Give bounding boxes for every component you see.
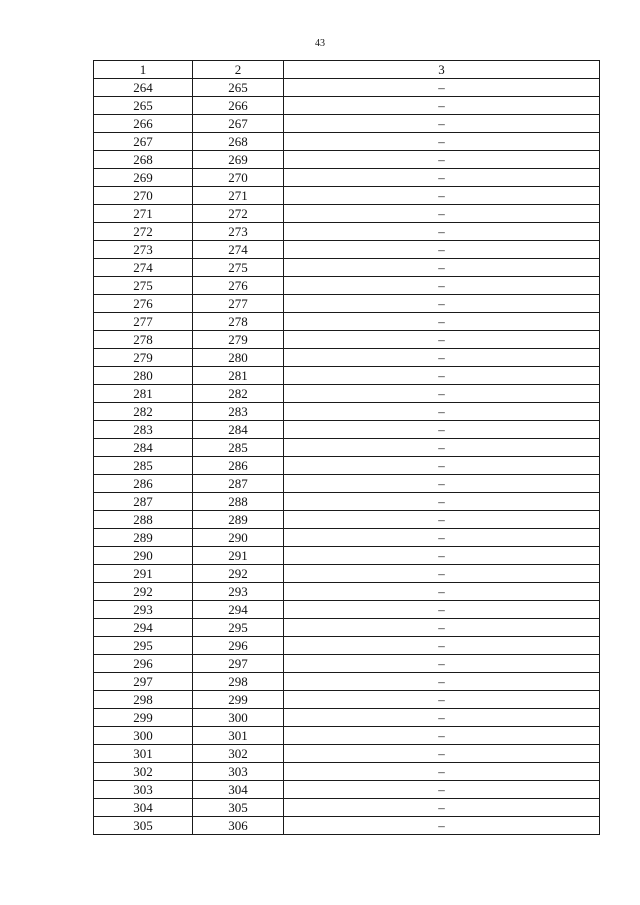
page-number: 43 [315, 38, 325, 49]
table-cell-col-2: 291 [193, 547, 284, 565]
table-cell-col-3: – [284, 439, 600, 457]
table-cell-col-2: 288 [193, 493, 284, 511]
table-row [94, 313, 600, 331]
table-cell-col-1: 276 [94, 295, 193, 313]
table-row [94, 457, 600, 475]
table-row [94, 475, 600, 493]
table-cell-col-1: 291 [94, 565, 193, 583]
table-cell-col-3: – [284, 529, 600, 547]
table-cell-col-1: 293 [94, 601, 193, 619]
table-cell-col-1: 279 [94, 349, 193, 367]
table-cell-col-2: 265 [193, 79, 284, 97]
table-cell-col-1: 282 [94, 403, 193, 421]
table-cell-col-1: 295 [94, 637, 193, 655]
table-cell-col-3: – [284, 367, 600, 385]
table-cell-col-3: – [284, 349, 600, 367]
table-row [94, 115, 600, 133]
table-row [94, 223, 600, 241]
table-cell-col-1: 275 [94, 277, 193, 295]
table-cell-col-3: – [284, 115, 600, 133]
table-cell-col-2: 289 [193, 511, 284, 529]
table-cell-col-1: 287 [94, 493, 193, 511]
table-cell-col-3: – [284, 511, 600, 529]
table-row [94, 421, 600, 439]
table-row [94, 655, 600, 673]
table-cell-col-3: – [284, 583, 600, 601]
table-cell-col-2: 297 [193, 655, 284, 673]
table-cell-col-2: 272 [193, 205, 284, 223]
table-cell-col-1: 290 [94, 547, 193, 565]
table-cell-col-2: 284 [193, 421, 284, 439]
table-cell-col-1: 301 [94, 745, 193, 763]
table-cell-col-3: – [284, 205, 600, 223]
table-cell-col-1: 288 [94, 511, 193, 529]
table-cell-col-2: 275 [193, 259, 284, 277]
table-cell-col-3: – [284, 259, 600, 277]
table-cell-col-2: 301 [193, 727, 284, 745]
table-row [94, 511, 600, 529]
table-row [94, 547, 600, 565]
table-cell-col-3: – [284, 97, 600, 115]
table-cell-col-1: 305 [94, 817, 193, 835]
table-cell-col-3: – [284, 601, 600, 619]
table-cell-col-1: 289 [94, 529, 193, 547]
table-cell-col-3: – [284, 277, 600, 295]
table-row [94, 79, 600, 97]
table-row [94, 817, 600, 835]
table-cell-col-2: 306 [193, 817, 284, 835]
table-row [94, 205, 600, 223]
table-cell-col-1: 297 [94, 673, 193, 691]
table-cell-col-3: – [284, 475, 600, 493]
table-row [94, 385, 600, 403]
table-row [94, 619, 600, 637]
table-cell-col-2: 300 [193, 709, 284, 727]
table-row [94, 727, 600, 745]
table-row [94, 187, 600, 205]
table-cell-col-2: 274 [193, 241, 284, 259]
table-cell-col-2: 299 [193, 691, 284, 709]
table-row [94, 691, 600, 709]
table-row [94, 781, 600, 799]
table-row [94, 295, 600, 313]
table-cell-col-3: – [284, 817, 600, 835]
table-cell-col-1: 299 [94, 709, 193, 727]
table-cell-col-1: 269 [94, 169, 193, 187]
table-cell-col-3: – [284, 133, 600, 151]
table-cell-col-1: 298 [94, 691, 193, 709]
table-cell-col-3: – [284, 565, 600, 583]
table-cell-col-2: 268 [193, 133, 284, 151]
table-header-row [94, 61, 600, 79]
table-cell-col-3: – [284, 403, 600, 421]
table-cell-col-3: – [284, 421, 600, 439]
column-header-2: 2 [193, 61, 284, 79]
table-cell-col-3: – [284, 169, 600, 187]
table-row [94, 277, 600, 295]
table-cell-col-3: – [284, 187, 600, 205]
table-row [94, 709, 600, 727]
table-row [94, 745, 600, 763]
table-cell-col-1: 270 [94, 187, 193, 205]
table-cell-col-3: – [284, 151, 600, 169]
table-cell-col-2: 290 [193, 529, 284, 547]
table-cell-col-2: 287 [193, 475, 284, 493]
table-cell-col-1: 273 [94, 241, 193, 259]
table-cell-col-3: – [284, 331, 600, 349]
table-cell-col-3: – [284, 709, 600, 727]
table-cell-col-2: 270 [193, 169, 284, 187]
table-cell-col-2: 298 [193, 673, 284, 691]
table-cell-col-1: 292 [94, 583, 193, 601]
table-row [94, 673, 600, 691]
table-cell-col-1: 266 [94, 115, 193, 133]
table-cell-col-2: 281 [193, 367, 284, 385]
table-cell-col-1: 268 [94, 151, 193, 169]
table-row [94, 493, 600, 511]
table-body [94, 79, 600, 835]
table-row [94, 565, 600, 583]
table-cell-col-3: – [284, 637, 600, 655]
table-cell-col-1: 265 [94, 97, 193, 115]
table-cell-col-2: 276 [193, 277, 284, 295]
table-cell-col-2: 295 [193, 619, 284, 637]
table-cell-col-2: 296 [193, 637, 284, 655]
table-cell-col-1: 283 [94, 421, 193, 439]
table-cell-col-1: 304 [94, 799, 193, 817]
table-row [94, 601, 600, 619]
table-cell-col-1: 302 [94, 763, 193, 781]
table-row [94, 241, 600, 259]
table-row [94, 439, 600, 457]
table-cell-col-3: – [284, 79, 600, 97]
table-cell-col-2: 277 [193, 295, 284, 313]
table-cell-col-2: 269 [193, 151, 284, 169]
table-cell-col-1: 296 [94, 655, 193, 673]
table-cell-col-3: – [284, 799, 600, 817]
table-row [94, 169, 600, 187]
table-cell-col-2: 286 [193, 457, 284, 475]
table-row [94, 259, 600, 277]
table-cell-col-2: 294 [193, 601, 284, 619]
table-cell-col-3: – [284, 655, 600, 673]
table-row [94, 331, 600, 349]
table-cell-col-2: 292 [193, 565, 284, 583]
table-cell-col-2: 283 [193, 403, 284, 421]
table-cell-col-1: 281 [94, 385, 193, 403]
column-header-1: 1 [94, 61, 193, 79]
table-cell-col-3: – [284, 745, 600, 763]
table-row [94, 583, 600, 601]
table-row [94, 367, 600, 385]
table-cell-col-1: 300 [94, 727, 193, 745]
table-cell-col-2: 305 [193, 799, 284, 817]
table-cell-col-2: 266 [193, 97, 284, 115]
table-cell-col-3: – [284, 313, 600, 331]
table-cell-col-3: – [284, 691, 600, 709]
table-row [94, 151, 600, 169]
table-row [94, 637, 600, 655]
table-cell-col-2: 267 [193, 115, 284, 133]
table-cell-col-1: 264 [94, 79, 193, 97]
table-row [94, 763, 600, 781]
table-cell-col-3: – [284, 385, 600, 403]
table-cell-col-1: 271 [94, 205, 193, 223]
table-cell-col-1: 303 [94, 781, 193, 799]
column-header-3: 3 [284, 61, 600, 79]
table-cell-col-3: – [284, 781, 600, 799]
table-cell-col-1: 278 [94, 331, 193, 349]
table-cell-col-1: 272 [94, 223, 193, 241]
table-cell-col-3: – [284, 619, 600, 637]
table-row [94, 403, 600, 421]
table-cell-col-2: 282 [193, 385, 284, 403]
table-cell-col-2: 271 [193, 187, 284, 205]
table-cell-col-3: – [284, 547, 600, 565]
table-cell-col-2: 302 [193, 745, 284, 763]
table-cell-col-1: 274 [94, 259, 193, 277]
table-cell-col-2: 273 [193, 223, 284, 241]
table-cell-col-1: 267 [94, 133, 193, 151]
table-row [94, 799, 600, 817]
table-cell-col-3: – [284, 493, 600, 511]
table-row [94, 97, 600, 115]
data-table [93, 60, 600, 835]
table-cell-col-1: 284 [94, 439, 193, 457]
table-cell-col-1: 286 [94, 475, 193, 493]
table-cell-col-3: – [284, 763, 600, 781]
table-cell-col-2: 279 [193, 331, 284, 349]
table-cell-col-3: – [284, 673, 600, 691]
table-row [94, 349, 600, 367]
table-cell-col-3: – [284, 241, 600, 259]
table-cell-col-1: 280 [94, 367, 193, 385]
table-cell-col-3: – [284, 727, 600, 745]
table-cell-col-2: 303 [193, 763, 284, 781]
table-row [94, 529, 600, 547]
table-cell-col-1: 285 [94, 457, 193, 475]
table-cell-col-3: – [284, 223, 600, 241]
table-cell-col-2: 285 [193, 439, 284, 457]
table-cell-col-1: 294 [94, 619, 193, 637]
table-cell-col-2: 293 [193, 583, 284, 601]
table-row [94, 133, 600, 151]
table-cell-col-2: 280 [193, 349, 284, 367]
table-cell-col-1: 277 [94, 313, 193, 331]
table-cell-col-3: – [284, 457, 600, 475]
table-cell-col-2: 278 [193, 313, 284, 331]
table-cell-col-3: – [284, 295, 600, 313]
table-cell-col-2: 304 [193, 781, 284, 799]
